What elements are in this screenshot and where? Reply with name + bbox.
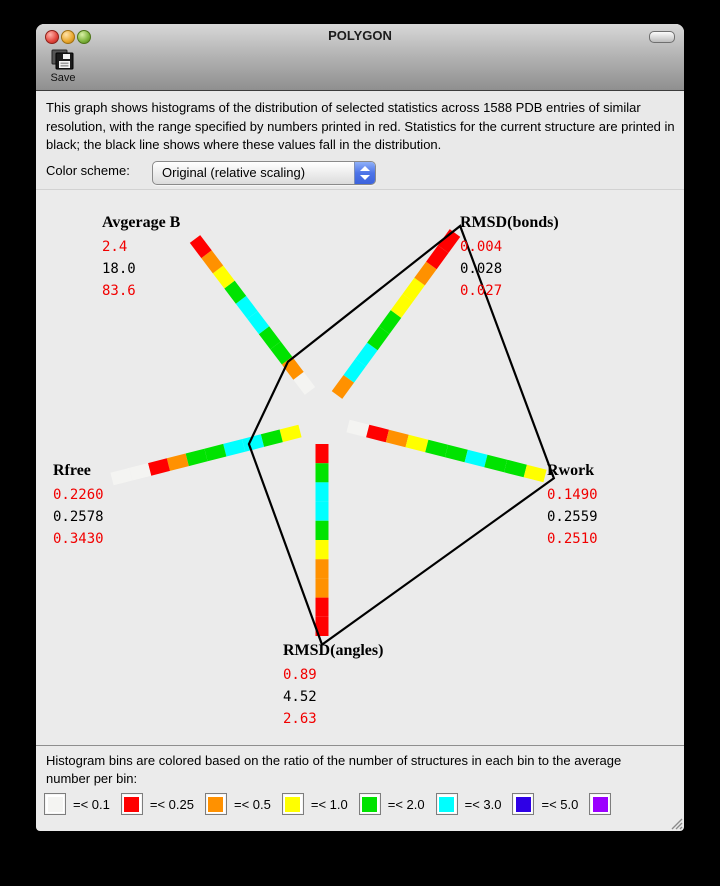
axis-rmsd-bonds-max: 0.027 [460,283,503,299]
legend-item-label: =< 0.5 [233,796,271,812]
legend-item-label: =< 3.0 [464,796,502,812]
legend-item-label: =< 0.25 [149,796,194,812]
axis-rmsd-bonds-label: RMSD(bonds) [460,214,559,231]
axis-rwork-label: Rwork [547,462,595,479]
axis-rmsd-bonds [460,214,559,302]
legend-item [436,793,502,815]
axis-rmsd-bonds-value: 0.028 [460,261,503,277]
legend-item [589,793,618,815]
titlebar[interactable] [36,24,684,47]
axis-rmsd-angles-max: 2.63 [283,711,317,727]
toolbar [36,47,684,90]
window-title: POLYGON [328,28,392,43]
save-button-label: Save [50,72,76,84]
axis-avgerage-b-value: 18.0 [102,261,136,277]
color-scheme-selected-value: Original (relative scaling) [162,165,306,180]
legend-item [121,793,194,815]
axis-rmsd-angles-value: 4.52 [283,689,317,705]
graph-description: This graph shows histograms of the distribution of selected statistics across 1588 PDB entries of similar resolution, with the range specified by numbers printed in red. Statistics for the current structure are printed in black; the black line shows where these values fall in the distribution. [46,100,675,152]
bin-color-swatch [121,793,143,815]
axis-rmsd-bonds-min: 0.004 [460,239,503,255]
color-scheme-label: Color scheme: [46,163,130,178]
axis-rfree-min: 0.2260 [53,487,104,503]
legend-item-label: =< 5.0 [541,796,579,812]
legend-item [282,793,348,815]
axis-rwork-min: 0.1490 [547,487,598,503]
popup-stepper-icon [354,162,375,184]
axis-rmsd-angles [283,642,383,730]
axis-rfree-max: 0.3430 [53,531,104,547]
resize-grip-icon[interactable] [669,816,683,830]
legend-description: Histogram bins are colored based on the ratio of the number of structures in each bin to the average number per bin: [46,753,622,786]
save-button[interactable] [44,48,82,88]
axis-avgerage-b-min: 2.4 [102,239,128,255]
axis-rwork-value: 0.2559 [547,509,598,525]
legend-item [44,793,110,815]
legend-panel [36,745,684,831]
legend-item [359,793,425,815]
bin-color-swatch [359,793,381,815]
window-chrome [36,24,684,91]
bin-color-swatch [436,793,458,815]
axis-avgerage-b-label: Avgerage B [102,214,181,231]
bin-color-swatch [512,793,534,815]
bin-color-swatch [205,793,227,815]
polygon-plot-canvas [36,189,684,746]
axis-rwork [547,462,598,550]
axis-avgerage-b [102,214,180,302]
legend-row [44,793,680,815]
color-scheme-select[interactable] [152,161,376,185]
axis-rwork-max: 0.2510 [547,531,598,547]
axis-rmsd-angles-min: 0.89 [283,667,317,683]
legend-item [205,793,271,815]
axis-rfree [53,462,104,550]
bin-color-swatch [282,793,304,815]
save-floppy-icon [44,48,82,72]
bin-color-swatch [44,793,66,815]
legend-item-label: =< 1.0 [310,796,348,812]
legend-item [512,793,578,815]
polygon-window [36,24,684,830]
axis-rfree-value: 0.2578 [53,509,104,525]
axis-rmsd-angles-label: RMSD(angles) [283,642,384,659]
bin-color-swatch [589,793,611,815]
toolbar-toggle-icon[interactable] [649,31,675,43]
axis-rfree-label: Rfree [53,462,91,479]
legend-item-label: =< 2.0 [387,796,425,812]
legend-item-label: =< 0.1 [73,796,110,812]
axis-avgerage-b-max: 83.6 [102,283,136,299]
